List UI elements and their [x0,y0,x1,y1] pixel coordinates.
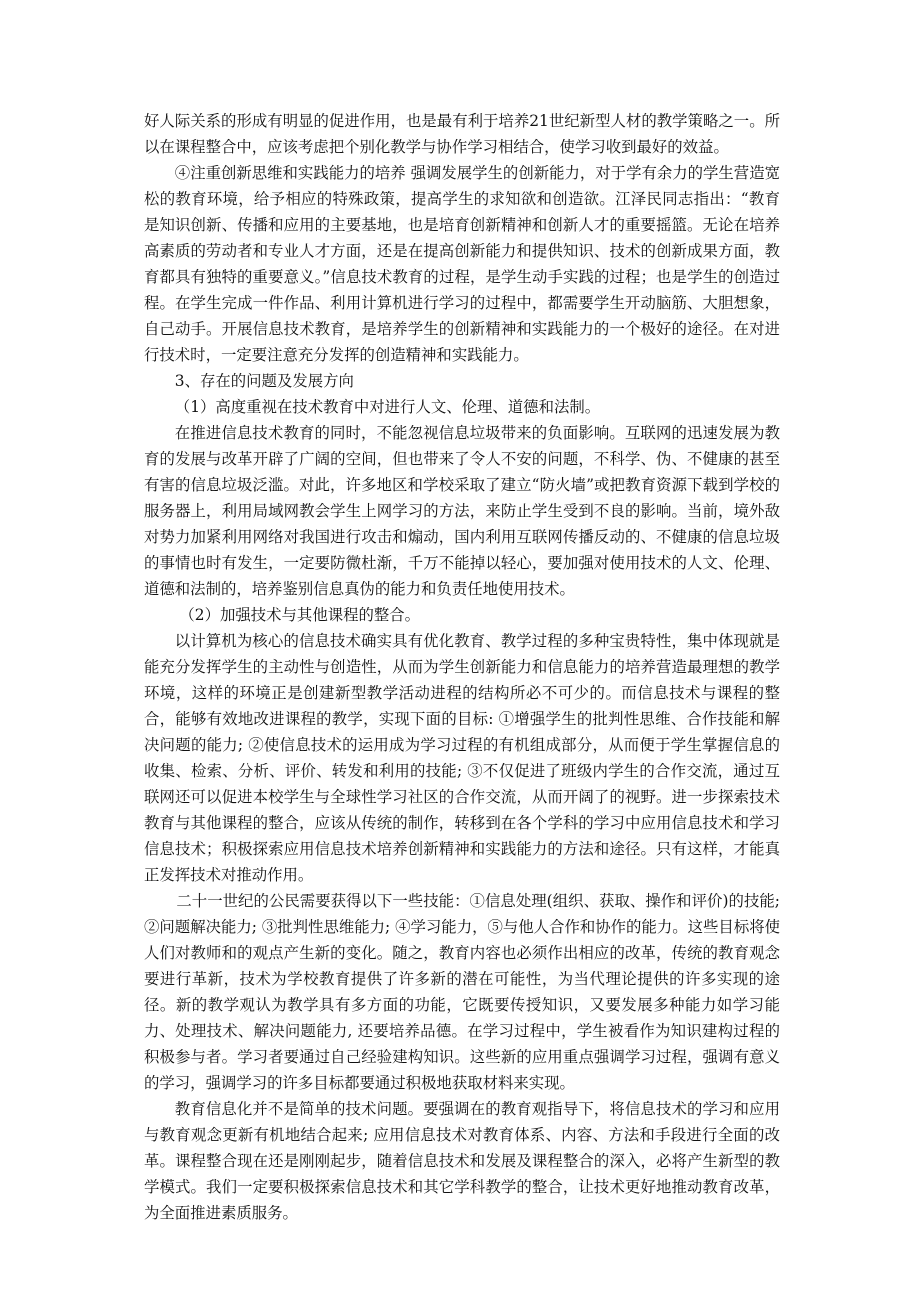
paragraph-innovation: ④注重创新思维和实践能力的培养 强调发展学生的创新能力，对于学有余力的学生营造宽松的教育环境，给予相应的特殊政策，提高学生的求知欲和创造欲。江泽民同志指出：“教育是知识创新、传播和应用的主要基地，也是培育创新精神和创新人才的重要摇篮。无论在培养高素质的劳动者和专业人才方面，还是在提高创新能力和提供知识、技术的创新成果方面，教育都具有独特的重要意义。”信息技术教育的过程，是学生动手实践的过程；也是学生的创造过程。在学生完成一件作品、利用计算机进行学习的过程中，都需要学生开动脑筋、大胆想象，自己动手。开展信息技术教育，是培养学生的创新精神和实践能力的一个极好的途径。在对进行技术时，一定要注意充分发挥的创造精神和实践能力。 [144,164,780,364]
paragraph-info-garbage: 在推进信息技术教育的同时，不能忽视信息垃圾带来的负面影响。互联网的迅速发展为教育的发展与改革开辟了广阔的空间，但也带来了令人不安的问题，不科学、伪、不健康的甚至有害的信息垃圾泛滥。对此，许多地区和学校采取了建立“防火墙”或把教育资源下载到学校的服务器上，利用局域网教会学生上网学习的方法，来防止学生受到不良的影响。当前，境外敌对势力加紧利用网络对我国进行攻击和煽动，国内利用互联网传播反动的、不健康的信息垃圾的事情也时有发生，一定要防微杜渐，千万不能掉以轻心，要加强对使用技术的人文、伦理、道德和法制的，培养鉴别信息真伪的能力和负责任地使用技术。 [144,424,780,598]
paragraph-integration: 以计算机为核心的信息技术确实具有优化教育、教学过程的多种宝贵特性，集中体现就是能充分发挥学生的主动性与创造性，从而为学生创新能力和信息能力的培养营造最理想的教学环境，这样的环境正是创建新型教学活动进程的结构所必不可少的。而信息技术与课程的整合，能够有效地改进课程的教学，实现下面的目标: ①增强学生的批判性思维、合作技能和解决问题的能力; ②使信息技术的运用成为学习过程的有机组成部分，从而便于学生掌握信息的收集、检索、分析、评价、转发和利用的技能; ③不仅促进了班级内学生的合作交流，通过互联网还可以促进本校学生与全球性学习社区的合作交流，从而开阔了的视野。进一步探索技术教育与其他课程的整合，应该从传统的制作，转移到在各个学科的学习中应用信息技术和学习信息技术；积极探索应用信息技术培养创新精神和实践能力的方法和途径。只有这样，才能真正发挥技术对推动作用。 [144,632,781,884]
subheading-ethics: （1）高度重视在技术教育中对进行人文、伦理、道德和法制。 [174,398,601,416]
paragraph-21st-century-skills: 二十一世纪的公民需要获得以下一些技能：①信息处理(组织、获取、操作和评价)的技能; ②问题解决能力; ③批判性思维能力; ④学习能力，⑤与他人合作和协作的能力。这些目标将使人们对教师和的观点产生新的变化。随之，教育内容也必须作出相应的改革，传统的教育观念要进行革新，技术为学校教育提供了许多新的潜在可能性，为当代理论提供的许多实现的途径。新的教学观认为教学具有多方面的功能，它既要传授知识，又要发展多种能力如学习能力、处理技术、解决问题能力, 还要培养品德。在学习过程中，学生被看作为知识建构过程的积极参与者。学习者要通过自己经验建构知识。这些新的应用重点强调学习过程，强调有意义的学习，强调学习的许多目标都要通过积极地获取材料来实现。 [144,892,780,1092]
paragraph-informatization: 教育信息化并不是简单的技术问题。要强调在的教育观指导下，将信息技术的学习和应用与教育观念更新有机地结合起来; 应用信息技术对教育体系、内容、方法和手段进行全面的改革。课程整合现在还是刚刚起步，随着信息技术和发展及课程整合的深入，必将产生新型的教学模式。我们一定要积极探索信息技术和其它学科教学的整合，让技术更好地推动教育改革，为全面推进素质服务。 [144,1100,780,1222]
subheading-integration: （2）加强技术与其他课程的整合。 [179,606,421,624]
paragraph-continuation: 好人际关系的形成有明显的促进作用，也是最有利于培养21世纪新型人材的教学策略之一。所以在课程整合中，应该考虑把个别化教学与协作学习相结合，使学习收到最好的效益。 [144,112,780,156]
document-page [144,108,780,1226]
section-heading-problems: 3、存在的问题及发展方向 [174,372,354,390]
